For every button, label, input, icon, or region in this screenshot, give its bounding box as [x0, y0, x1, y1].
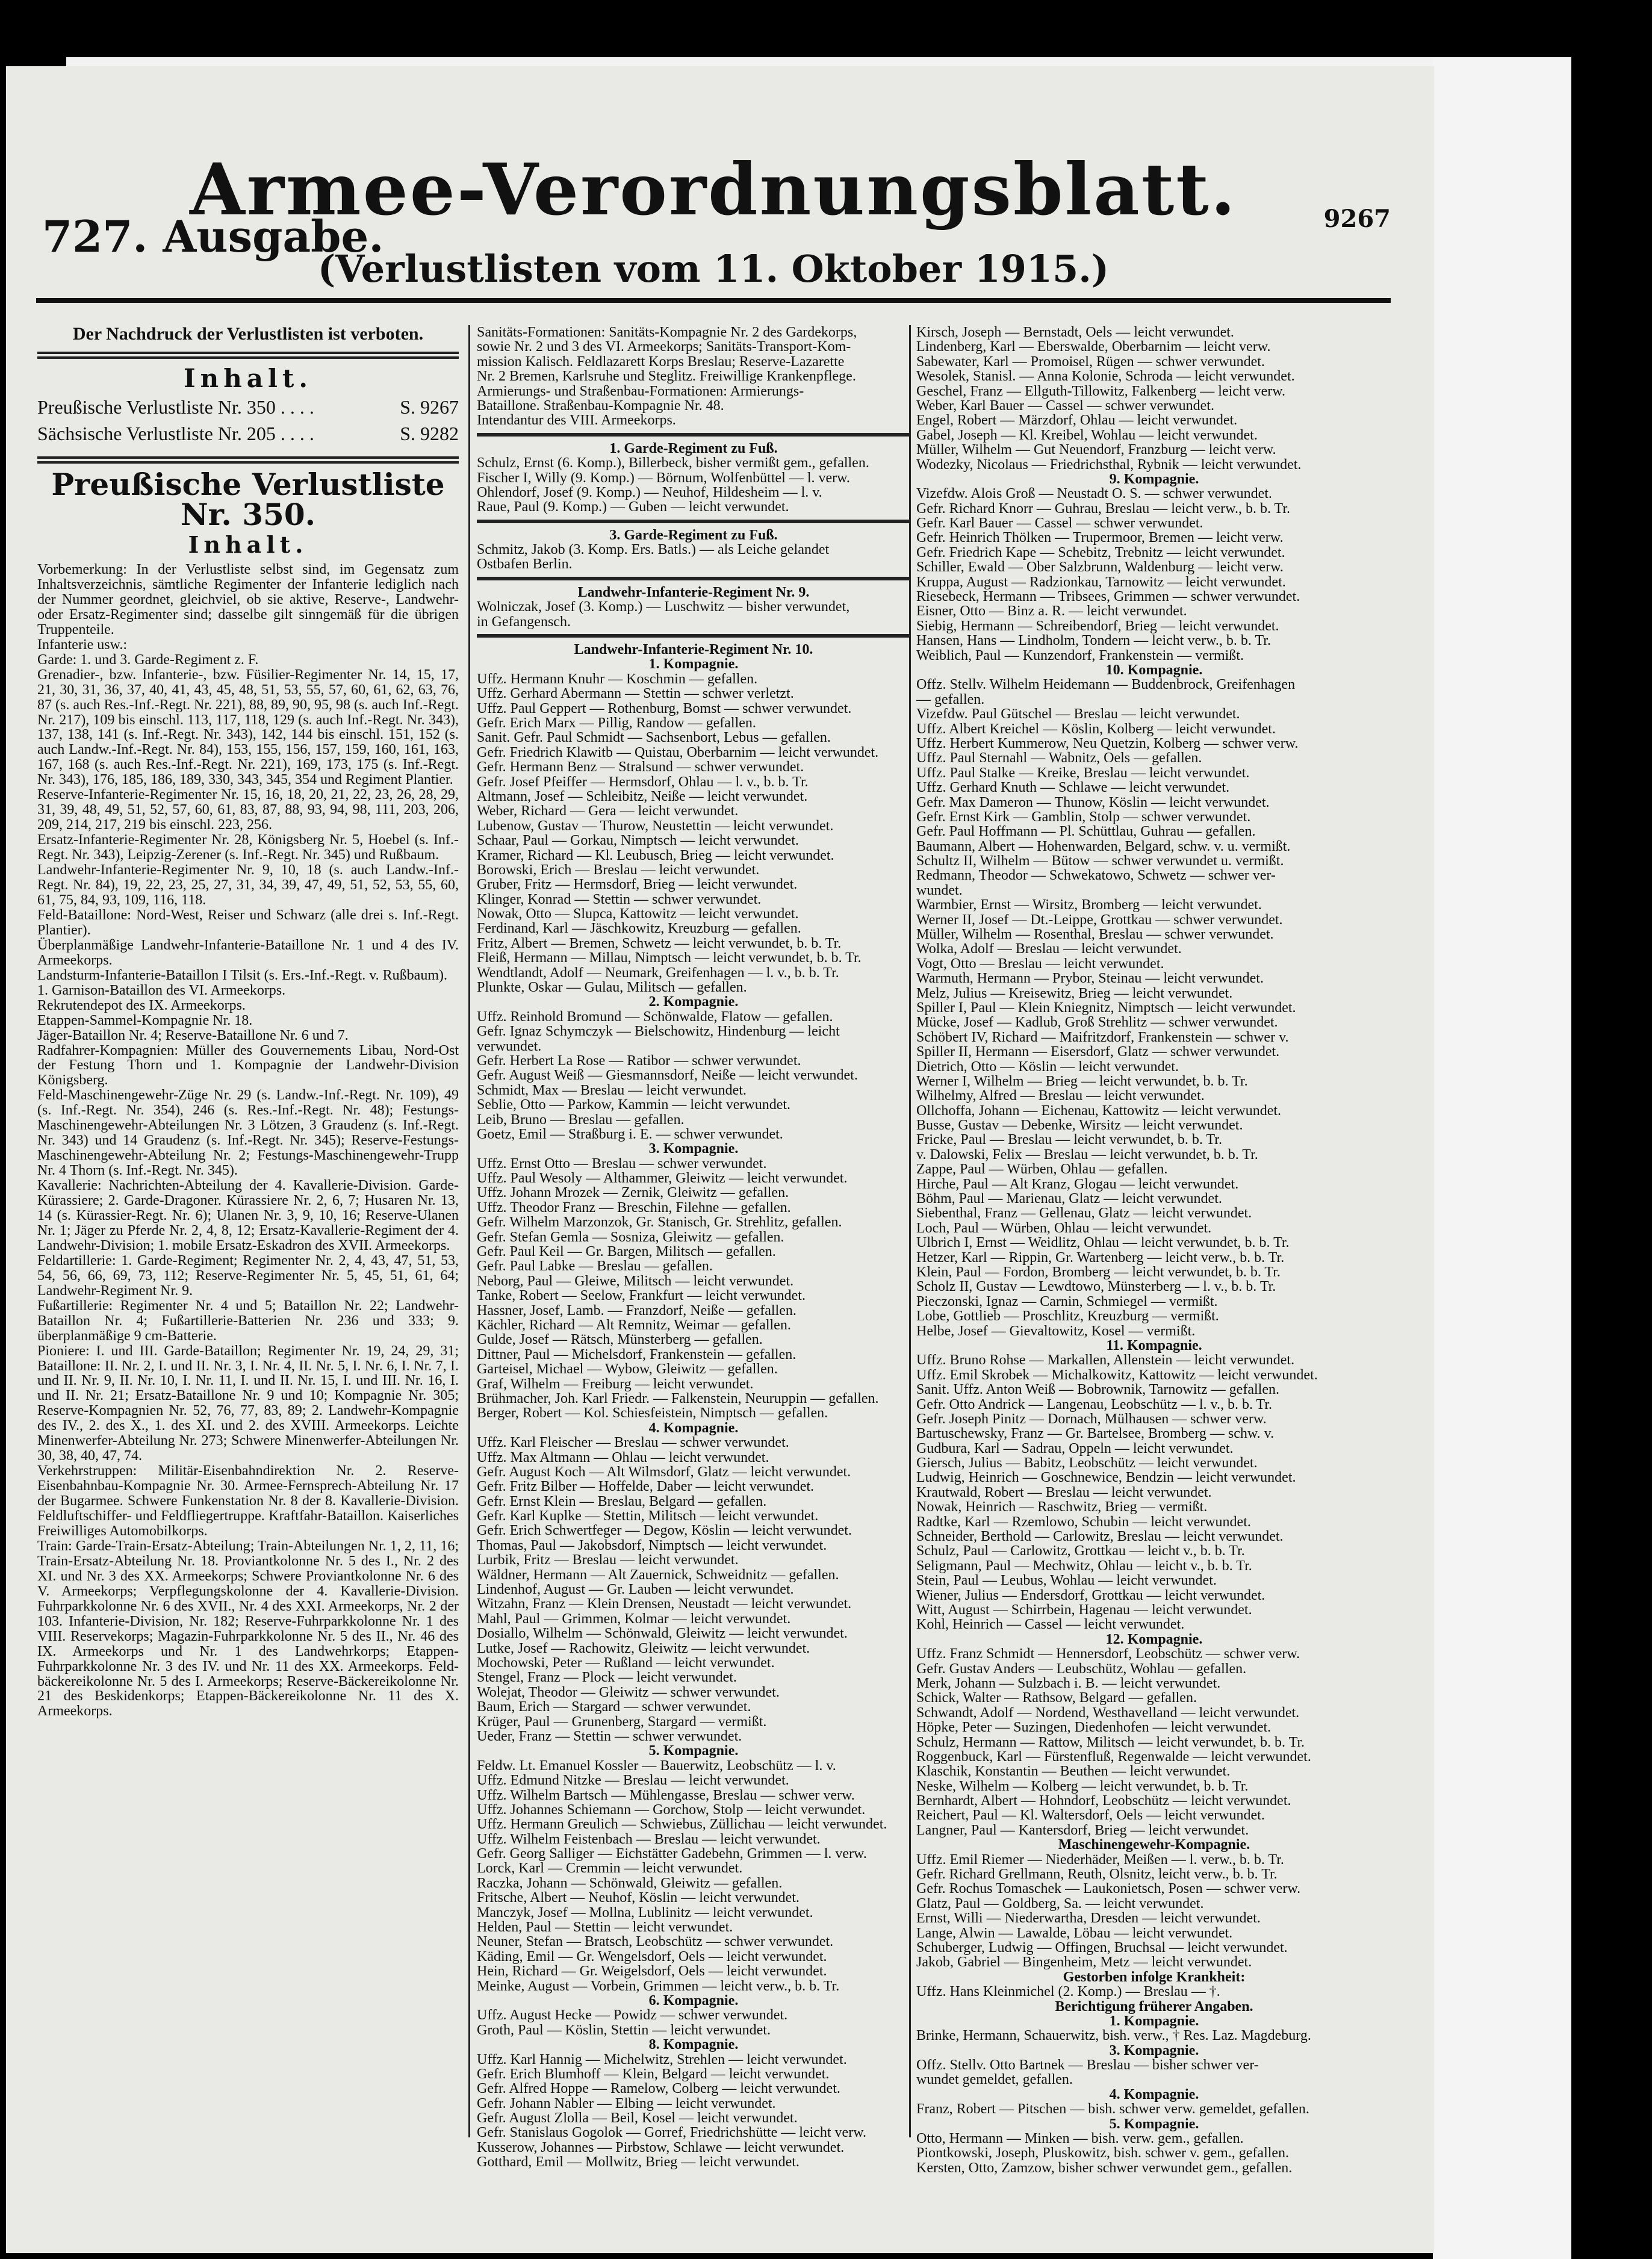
casualty-entry: Gefr. Ignaz Schymczyk — Bielschowitz, Hindenburg — leicht: [477, 1024, 840, 1040]
casualty-entry: Wolka, Adolf — Breslau — leicht verwundet.: [916, 941, 1182, 957]
casualty-entry: Uffz. Gerhard Knuth — Schlawe — leicht verwundet.: [916, 780, 1230, 796]
divider: [477, 577, 910, 580]
casualty-entry: Ohlendorf, Josef (9. Komp.) — Neuhof, Hildesheim — l. v.: [477, 484, 822, 500]
casualty-entry: Warmbier, Ernst — Wirsitz, Bromberg — leicht verwundet.: [916, 897, 1262, 913]
casualty-entry: Müller, Wilhelm — Rosenthal, Breslau — schwer verwundet.: [916, 927, 1274, 943]
casualty-entry: Raczka, Johann — Schönwald, Gleiwitz — gefallen.: [477, 1875, 783, 1891]
casualty-entry: Müller, Wilhelm — Gut Neuendorf, Franzburg — leicht verw.: [916, 442, 1276, 458]
casualty-entry: Franz, Robert — Pitschen — bish. schwer verw. gemeldet, gefallen.: [916, 2101, 1309, 2118]
casualty-entry: Kusserow, Johannes — Pirbstow, Schlawe — leicht verwundet.: [477, 2139, 845, 2155]
casualty-entry: Gefr. Karl Kuplke — Stettin, Militsch — leicht verwundet.: [477, 1508, 819, 1524]
divider: [37, 352, 459, 359]
reprint-notice: Der Nachdruck der Verlustlisten ist verboten.: [72, 324, 424, 344]
unit-heading: 11. Kompagnie.: [1106, 1337, 1202, 1353]
casualty-entry: Vogt, Otto — Breslau — leicht verwundet.: [916, 955, 1164, 972]
edition-number: 727. Ausgabe.: [42, 211, 384, 262]
casualty-entry: Mahl, Paul — Grimmen, Kolmar — leicht verwundet.: [477, 1611, 791, 1627]
unit-heading: 3. Garde-Regiment zu Fuß.: [609, 527, 778, 543]
toc-page: S. 9282: [400, 423, 459, 444]
casualty-entry: Uffz. Emil Riemer — Niederhäder, Meißen — l. verw., b. b. Tr.: [916, 1851, 1284, 1868]
casualty-entry: Tanke, Robert — Seelow, Frankfurt — leicht verwundet.: [477, 1288, 806, 1304]
casualty-entry: Gefr. Otto Andrick — Langenau, Leobschütz — l. v., b. b. Tr.: [916, 1396, 1273, 1412]
casualty-entry: Werner II, Josef — Dt.-Leippe, Grottkau — schwer verwundet.: [916, 912, 1283, 928]
casualty-entry: Brinke, Hermann, Schauerwitz, bish. verw., † Res. Laz. Magdeburg.: [916, 2028, 1311, 2044]
casualty-entry: Gefr. Erich Marx — Pillig, Randow — gefallen.: [477, 715, 756, 731]
casualty-entry: Otto, Hermann — Minken — bish. verw. gem., gefallen.: [916, 2131, 1244, 2147]
masthead-rule: [36, 298, 1391, 303]
casualty-entry: Gefr. Erich Schwertfeger — Degow, Köslin — leicht verwundet.: [477, 1523, 852, 1539]
casualty-entry: Lorck, Karl — Cremmin — leicht verwundet.: [477, 1860, 743, 1877]
divider: [477, 433, 910, 437]
casualty-entry: Pieczonski, Ignaz — Carnin, Schmiegel — vermißt.: [916, 1293, 1218, 1310]
casualty-entry: Neuner, Stefan — Bratsch, Leobschütz — schwer verwundet.: [477, 1934, 834, 1950]
casualty-entry: Hirche, Paul — Alt Kranz, Glogau — leicht verwundet.: [916, 1176, 1239, 1192]
casualty-entry: Gefr. Fritz Bilber — Hoffelde, Daber — leicht verwundet.: [477, 1479, 815, 1495]
casualty-entry: Fleiß, Hermann — Millau, Nimptsch — leicht verwundet, b. b. Tr.: [477, 950, 862, 966]
toc-label: Preußische Verlustliste Nr. 350 . . . .: [37, 396, 314, 418]
toc-label: Sächsische Verlustliste Nr. 205 . . . .: [37, 423, 314, 444]
casualty-entry: Stein, Paul — Leubus, Wohlau — leicht verwundet.: [916, 1573, 1217, 1589]
casualty-entry: Witzahn, Franz — Klein Drensen, Neustadt — leicht verwundet.: [477, 1596, 852, 1612]
casualty-entry: Thomas, Paul — Jakobsdorf, Nimptsch — leicht verwundet.: [477, 1537, 827, 1553]
casualty-entry: Gefr. Paul Hoffmann — Pl. Schüttlau, Guhrau — gefallen.: [916, 824, 1256, 840]
unit-heading: Maschinengewehr-Kompagnie.: [1058, 1837, 1250, 1853]
casualty-entry: Schulz, Ernst (6. Komp.), Billerbeck, bisher vermißt gem., gefallen.: [477, 455, 869, 471]
casualty-entry: Schaar, Paul — Gorkau, Nimptsch — leicht verwundet.: [477, 833, 799, 849]
casualty-entry: v. Dalowski, Felix — Breslau — leicht verwundet, b. b. Tr.: [916, 1146, 1258, 1163]
casualty-entry: Schöbert IV, Richard — Maifritzdorf, Frankenstein — schwer v.: [916, 1029, 1289, 1045]
unit-heading: 5. Kompagnie.: [1109, 2116, 1199, 2132]
casualty-entry: Schultz II, Wilhelm — Bütow — schwer verwundet u. vermißt.: [916, 853, 1284, 869]
casualty-entry: Gefr. Josef Pfeiffer — Hermsdorf, Ohlau — l. v., b. b. Tr.: [477, 774, 809, 790]
casualty-entry: Siebenthal, Franz — Gellenau, Glatz — leicht verwundet.: [916, 1205, 1252, 1222]
casualty-entry: Gefr. Richard Grellmann, Reuth, Olsnitz, leicht verw., b. b. Tr.: [916, 1866, 1278, 1883]
casualty-entry: Kächler, Richard — Alt Remnitz, Weimar — gefallen.: [477, 1317, 791, 1333]
casualty-entry: Klein, Paul — Fordon, Bromberg — leicht verwundet, b. b. Tr.: [916, 1264, 1281, 1280]
casualty-entry: Uffz. August Hecke — Powidz — schwer verwundet.: [477, 2007, 788, 2024]
casualty-entry: Uffz. Theodor Franz — Breschin, Filehne — gefallen.: [477, 1199, 791, 1216]
toc-entry: [37, 424, 459, 450]
casualty-entry: Uffz. Wilhelm Bartsch — Mühlengasse, Breslau — schwer verw.: [477, 1787, 855, 1803]
section-title: Preußische Verlustliste Nr. 350.: [51, 467, 445, 532]
casualty-entry: Hansen, Hans — Lindholm, Tondern — leicht verw., b. b. Tr.: [916, 633, 1271, 649]
casualty-entry: Uffz. Edmund Nitzke — Breslau — leicht verwundet.: [477, 1773, 789, 1789]
casualty-entry: Uffz. Emil Skrobek — Michalkowitz, Kattowitz — leicht verwundet.: [916, 1367, 1318, 1383]
casualty-entry: Nowak, Otto — Slupca, Kattowitz — leicht verwundet.: [477, 906, 799, 922]
casualty-entry: Schulz, Hermann — Rattow, Militsch — leicht verwundet, b. b. Tr.: [916, 1734, 1305, 1750]
casualty-entry: Gruber, Fritz — Hermsdorf, Brieg — leicht verwundet.: [477, 877, 798, 893]
casualty-entry: Siebig, Hermann — Schreibendorf, Brieg — leicht verwundet.: [916, 618, 1279, 634]
casualty-entry: Lubenow, Gustav — Thurow, Neustettin — leicht verwundet.: [477, 818, 834, 834]
casualty-entry: Lobe, Gottlieb — Proschlitz, Kreuzburg — vermißt.: [916, 1308, 1219, 1325]
casualty-entry: Lurbik, Fritz — Breslau — leicht verwundet.: [477, 1552, 739, 1568]
casualty-entry: Eisner, Otto — Binz a. R. — leicht verwundet.: [916, 603, 1187, 620]
casualty-entry: Weber, Richard — Gera — leicht verwundet.: [477, 803, 739, 819]
casualty-entry: Warmuth, Hermann — Prybor, Steinau — leicht verwundet.: [916, 971, 1264, 987]
contents-paragraph: Feldartillerie: 1. Garde-Regiment; Regimenter Nr. 2, 4, 43, 47, 51, 53, 54, 56, 66, 69, 73, 112; Reserve-Regimenter Nr. 5, 45, 51, 61, 64; Landwehr-Regiment Nr. 9.: [37, 1252, 459, 1299]
casualty-entry: Uffz. Paul Geppert — Rothenburg, Bomst — schwer verwundet.: [477, 700, 852, 716]
casualty-entry: Weber, Karl Bauer — Cassel — schwer verwundet.: [916, 397, 1214, 414]
casualty-entry: Schulz, Paul — Carlowitz, Grottkau — leicht v., b. b. Tr.: [916, 1543, 1245, 1559]
casualty-entry: Uffz. Wilhelm Feistenbach — Breslau — leicht verwundet.: [477, 1831, 821, 1847]
casualty-entry: Hassner, Josef, Lamb. — Franzdorf, Neiße — gefallen.: [477, 1302, 796, 1319]
unit-heading: 6. Kompagnie.: [648, 1992, 739, 2009]
casualty-entry: Helden, Paul — Stettin — leicht verwundet.: [477, 1919, 733, 1936]
casualty-entry: Intendantur des VIII. Armeekorps.: [477, 412, 676, 429]
casualty-entry: Wilhelmy, Alfred — Breslau — leicht verwundet.: [916, 1088, 1205, 1104]
divider: [37, 456, 459, 464]
casualty-entry: Gefr. August Weiß — Giesmannsdorf, Neiße — leicht verwundet.: [477, 1067, 858, 1084]
casualty-entry: Leib, Bruno — Breslau — gefallen.: [477, 1111, 685, 1128]
casualty-entry: Uffz. Karl Fleischer — Breslau — schwer verwundet.: [477, 1435, 789, 1451]
casualty-entry: Piontkowski, Joseph, Pluskowitz, bish. schwer v. gem., gefallen.: [916, 2145, 1290, 2161]
casualty-entry: Gotthard, Emil — Mollwitz, Brieg — leicht verwundet.: [477, 2154, 800, 2170]
casualty-entry: Gefr. Joseph Pinitz — Dornach, Mülhausen — schwer verw.: [916, 1411, 1267, 1427]
casualty-entry: Borowski, Erich — Breslau — leicht verwundet.: [477, 862, 760, 878]
casualty-entry: Fischer I, Willy (9. Komp.) — Börnum, Wolfenbüttel — l. verw.: [477, 470, 850, 486]
contents-paragraph: Pioniere: I. und III. Garde-Bataillon; Regimenter Nr. 19, 24, 29, 31; Bataillone: II. Nr. 2, I. und II. Nr. 3, I. Nr. 4, II. Nr. 5, I. Nr. 6, I. Nr. 7, I. und II. Nr. 9, II. Nr. 10, I. Nr. 11, I. und II. Nr. 15, I. und III. Nr. 16, I. und II. Nr. 21; Ersatz-Bataillone Nr. 9 und 10; Kompagnie Nr. 305; Reserve-Kompagnien Nr. 52, 76, 77, 83, 89; 2. Landwehr-Kompagnie des IV., 2. des X., 1. des XI. und 2. des XVIII. Armeekorps. Leichte Minenwerfer-Abteilung Nr. 273; Schwere Minenwerfer-Abteilungen Nr. 30, 38, 40, 47, 74.: [37, 1343, 459, 1464]
casualty-entry: Sanitäts-Formationen: Sanitäts-Kompagnie Nr. 2 des Gardekorps,: [477, 325, 857, 340]
contents-paragraph: Etappen-Sammel-Kompagnie Nr. 18.: [37, 1012, 253, 1028]
casualty-entry: Stengel, Franz — Plock — leicht verwundet.: [477, 1670, 737, 1686]
casualty-entry: Geschel, Franz — Ellguth-Tillowitz, Falkenberg — leicht verw.: [916, 383, 1285, 399]
unit-heading: 12. Kompagnie.: [1105, 1631, 1203, 1647]
casualty-entry: Neske, Wilhelm — Kolberg — leicht verwundet, b. b. Tr.: [916, 1778, 1249, 1794]
casualty-entry: Kirsch, Joseph — Bernstadt, Oels — leicht verwundet.: [916, 325, 1234, 340]
page-subtitle: (Verlustlisten vom 11. Oktober 1915.): [317, 247, 1110, 291]
casualty-entry: Kersten, Otto, Zamzow, bisher schwer verwundet gem., gefallen.: [916, 2160, 1293, 2176]
casualty-entry: Ollchoffa, Johann — Eichenau, Kattowitz — leicht verwundet.: [916, 1102, 1282, 1119]
toc-entry: [37, 397, 459, 424]
casualty-entry: Jakob, Gabriel — Bingenheim, Metz — leicht verwundet.: [916, 1954, 1252, 1971]
contents-paragraph: Garde: 1. und 3. Garde-Regiment z. F.: [37, 651, 259, 668]
casualty-entry: Kruppa, August — Radzionkau, Tarnowitz — leicht verwundet.: [916, 574, 1286, 590]
unit-heading: 3. Kompagnie.: [648, 1141, 739, 1157]
casualty-entry: Kohl, Heinrich — Cassel — leicht verwundet.: [916, 1617, 1185, 1633]
unit-heading: 3. Kompagnie.: [1109, 2042, 1199, 2059]
unit-heading: 2. Kompagnie.: [648, 994, 739, 1010]
casualty-entry: Wodezky, Nicolaus — Friedrichsthal, Rybnik — leicht verwundet.: [916, 456, 1302, 473]
casualty-entry: Dosiallo, Wilhelm — Schönwald, Gleiwitz — leicht verwundet.: [477, 1626, 848, 1642]
unit-heading: 4. Kompagnie.: [1109, 2086, 1199, 2102]
casualty-entry: Gefr. Heinrich Thölken — Trupermoor, Bremen — leicht verw.: [916, 530, 1284, 546]
casualty-entry: Ulbrich I, Ernst — Weidlitz, Ohlau — leicht verwundet, b. b. Tr.: [916, 1235, 1290, 1251]
contents-paragraph: 1. Garnison-Bataillon des VI. Armeekorps.: [37, 982, 286, 998]
casualty-entry: Dittner, Paul — Michelsdorf, Frankenstein — gefallen.: [477, 1346, 796, 1363]
casualty-entry: Fritsche, Albert — Neuhof, Köslin — leicht verwundet.: [477, 1890, 800, 1906]
casualty-entry: Uffz. Max Altmann — Ohlau — leicht verwundet.: [477, 1449, 769, 1465]
contents-paragraph: Vorbemerkung: In der Verlustliste selbst sind, im Gegensatz zum Inhaltsverzeichnis, sämtliche Regimenter der Infanterie lediglich nach der Nummer geordnet, gleichviel, ob sie aktive, Reserve-, Landwehr- oder Ersatz-Regimenter sind; dasselbe gilt sinngemäß für die übrigen Truppenteile.: [37, 562, 459, 638]
casualty-entry: Schick, Walter — Rathsow, Belgard — gefallen.: [916, 1690, 1197, 1706]
casualty-entry: Fritz, Albert — Bremen, Schwetz — leicht verwundet, b. b. Tr.: [477, 935, 842, 951]
divider: [477, 520, 910, 523]
contents-paragraph: Grenadier-, bzw. Infanterie-, bzw. Füsilier-Regimenter Nr. 14, 15, 17, 21, 30, 31, 36, 37, 40, 41, 43, 45, 48, 51, 53, 55, 57, 60, 61, 62, 63, 76, 87 (s. auch Res.-Inf.-Regt. Nr. 221), 88, 89, 90, 95, 98 (s. auch Inf.-Regt. Nr. 217), 109 bis einschl. 113, 117, 118, 129 (s. auch Inf.-Regt. Nr. 343), 137, 138, 141 (s. Inf.-Regt. Nr. 343), 142, 144 bis einschl. 151, 152 (s. auch Landw.-Inf.-Regt. Nr. 84), 153, 155, 156, 157, 159, 160, 161, 163, 167, 168 (s. auch Res.-Inf.-Regt. Nr. 221), 169, 173, 175 (s. Inf.-Regt. Nr. 343), 176, 185, 186, 189, 330, 343, 345, 354 und Regiment Plantier.: [37, 667, 459, 788]
casualty-entry: wundet gemeldet, gefallen.: [916, 2072, 1073, 2088]
casualty-entry: Lutke, Josef — Rachowitz, Gleiwitz — leicht verwundet.: [477, 1640, 810, 1656]
casualty-entry: Uffz. Karl Hannig — Michelwitz, Strehlen — leicht verwundet.: [477, 2051, 847, 2068]
casualty-entry: Gudbura, Karl — Sadrau, Oppeln — leicht verwundet.: [916, 1440, 1234, 1456]
contents-paragraph: Feld-Bataillone: Nord-West, Reiser und Schwarz (alle drei s. Inf.-Regt. Plantier).: [37, 907, 459, 938]
casualty-entry: Zappe, Paul — Würben, Ohlau — gefallen.: [916, 1161, 1168, 1178]
casualty-entry: Wendtlandt, Adolf — Neumark, Greifenhagen — l. v., b. b. Tr.: [477, 965, 839, 981]
casualty-entry: Ueder, Franz — Stettin — schwer verwundet.: [477, 1728, 742, 1744]
column-3: [916, 325, 1392, 2176]
casualty-entry: Uffz. Ernst Otto — Breslau — schwer verwundet.: [477, 1155, 767, 1172]
casualty-entry: Nowak, Heinrich — Raschwitz, Brieg — vermißt.: [916, 1499, 1208, 1515]
casualty-entry: Scholz II, Gustav — Lewdtowo, Münsterberg — l. v., b. b. Tr.: [916, 1279, 1276, 1295]
casualty-entry: Gefr. August Zlolla — Beil, Kosel — leicht verwundet.: [477, 2110, 798, 2127]
casualty-entry: Kramer, Richard — Kl. Leubusch, Brieg — leicht verwundet.: [477, 847, 834, 863]
casualty-entry: Ferdinand, Karl — Jäschkowitz, Kreuzburg — gefallen.: [477, 921, 801, 937]
casualty-entry: Riesebeck, Hermann — Tribsees, Grimmen — schwer verwundet.: [916, 589, 1300, 605]
casualty-entry: Schwandt, Adolf — Nordend, Westhavelland — leicht verwundet.: [916, 1704, 1300, 1721]
casualty-entry: Schmitz, Jakob (3. Komp. Ers. Batls.) — als Leiche gelandet: [477, 542, 830, 558]
casualty-entry: Gefr. Ernst Klein — Breslau, Belgard — gefallen.: [477, 1493, 767, 1509]
unit-heading: Landwehr-Infanterie-Regiment Nr. 10.: [574, 642, 813, 658]
casualty-entry: Seligmann, Paul — Mechwitz, Ohlau — leicht v., b. b. Tr.: [916, 1558, 1252, 1574]
casualty-entry: Gefr. Paul Keil — Gr. Bargen, Militsch — gefallen.: [477, 1244, 776, 1260]
unit-heading: 5. Kompagnie.: [648, 1743, 739, 1759]
casualty-entry: Giersch, Julius — Babitz, Leobschütz — leicht verwundet.: [916, 1455, 1258, 1471]
masthead: [30, 135, 1397, 304]
casualty-entry: Graf, Wilhelm — Freiburg — leicht verwundet.: [477, 1376, 754, 1392]
casualty-entry: Gefr. Gustav Anders — Leubschütz, Wohlau — gefallen.: [916, 1661, 1247, 1677]
casualty-entry: Melz, Julius — Kreisewitz, Brieg — leicht verwundet.: [916, 985, 1233, 1001]
casualty-entry: in Gefangensch.: [477, 614, 571, 630]
casualty-entry: Lindenberg, Karl — Eberswalde, Oberbarnim — leicht verw.: [916, 339, 1271, 355]
contents-paragraph: Fußartillerie: Regimenter Nr. 4 und 5; Bataillon Nr. 22; Landwehr-Bataillon Nr. 4; Fußartillerie-Batterien Nr. 236 und 333; 9. überplanmäßige 9 cm-Batterie.: [37, 1297, 459, 1344]
unit-heading: 9. Kompagnie.: [1109, 471, 1199, 487]
contents-paragraph: Rekrutendepot des IX. Armeekorps.: [37, 997, 246, 1013]
casualty-entry: Ostbafen Berlin.: [477, 556, 573, 573]
casualty-entry: Krüger, Paul — Grunenberg, Stargard — vermißt.: [477, 1714, 767, 1730]
contents-paragraph: Jäger-Bataillon Nr. 4; Reserve-Bataillone Nr. 6 und 7.: [37, 1027, 349, 1043]
casualty-entry: Gefr. Max Dameron — Thunow, Köslin — leicht verwundet.: [916, 794, 1270, 810]
casualty-entry: Dietrich, Otto — Köslin — leicht verwundet.: [916, 1058, 1179, 1075]
casualty-entry: Uffz. Paul Sternahl — Wabnitz, Oels — gefallen.: [916, 750, 1202, 766]
section-subtitle: Inhalt.: [188, 531, 308, 558]
casualty-entry: Reichert, Paul — Kl. Waltersdorf, Oels — leicht verwundet.: [916, 1807, 1265, 1824]
page-number: 9267: [1323, 205, 1391, 233]
contents-paragraph: Train: Garde-Train-Ersatz-Abteilung; Train-Abteilungen Nr. 1, 2, 11, 16; Train-Ersatz-Abteilung Nr. 18. Proviantkolonne Nr. 5 des I., Nr. 2 des XI. und Nr. 3 des XX. Armeekorps; Schwere Proviantkolonne Nr. 6 des V. Armeekorps; Verpflegungskolonne der 4. Kavallerie-Division. Fuhrparkkolonne Nr. 6 des XVII., Nr. 4 des XXI. Armeekorps, Nr. 2 der 103. Infanterie-Division, Nr. 182; Reserve-Fuhrparkkolonne Nr. 1 des VIII. Reservekorps; Magazin-Fuhrparkkolonne Nr. 5 des II., Nr. 46 des IX. Armeekorps und Nr. 1 des Landwehrkorps; Etappen-Fuhrparkkolonne Nr. 3 des IV. und Nr. 11 des XX. Armeekorps. Feld-bäckereikolonne Nr. 5 des I. Armeekorps; Reserve-Bäckereikolonne Nr. 21 des Beskidenkorps; Etappen-Bäckereikolonne Nr. 11 des X. Armeekorps.: [37, 1538, 459, 1720]
casualty-entry: Gefr. Rochus Tomaschek — Laukonietsch, Posen — schwer verw.: [916, 1881, 1301, 1897]
casualty-entry: Gefr. Stefan Gemla — Sosniza, Gleiwitz — gefallen.: [477, 1229, 784, 1245]
casualty-entry: Gulde, Josef — Rätsch, Münsterberg — gefallen.: [477, 1332, 763, 1348]
casualty-entry: Redmann, Theodor — Schwekatowo, Schwetz — schwer ver-: [916, 868, 1276, 884]
contents-paragraphs: [37, 562, 459, 1719]
casualty-entry: Radtke, Karl — Rzemlowo, Schubin — leicht verwundet.: [916, 1514, 1251, 1530]
contents-paragraph: Landsturm-Infanterie-Bataillon I Tilsit (s. Ers.-Inf.-Regt. v. Rußbaum).: [37, 967, 447, 983]
contents-paragraph: Verkehrstruppen: Militär-Eisenbahndirektion Nr. 2. Reserve-Eisenbahnbau-Kompagnie Nr. 30. Armee-Fernsprech-Abteilung Nr. 17 der Bugarmee. Schwere Funkenstation Nr. 8 der 8. Kavallerie-Division. Feldluftschiffer- und Feldfliegertruppe. Kraftfahr-Bataillon. Kaiserliches Freiwilliges Automobilkorps.: [37, 1463, 459, 1539]
casualty-entry: Spiller I, Paul — Klein Kniegnitz, Nimptsch — leicht verwundet.: [916, 999, 1296, 1016]
casualty-entry: Käding, Emil — Gr. Wengelsdorf, Oels — leicht verwundet.: [477, 1948, 827, 1965]
casualty-entry: Gefr. Georg Salliger — Eichstätter Gadebehn, Grimmen — l. verw.: [477, 1846, 867, 1862]
casualty-entry: Schiller, Ewald — Ober Salzbrunn, Waldenburg — leicht verw.: [916, 559, 1284, 576]
casualty-entry: Gefr. Alfred Hoppe — Ramelow, Colberg — leicht verwundet.: [477, 2081, 840, 2097]
casualty-entry: Berger, Robert — Kol. Schiesfeistein, Nimptsch — gefallen.: [477, 1405, 828, 1422]
contents-paragraph: Überplanmäßige Landwehr-Infanterie-Bataillone Nr. 1 und 4 des IV. Armeekorps.: [37, 937, 459, 968]
casualty-entry: Werner I, Wilhelm — Brieg — leicht verwundet, b. b. Tr.: [916, 1073, 1248, 1089]
casualty-entry: Gabel, Joseph — Kl. Kreibel, Wohlau — leicht verwundet.: [916, 427, 1258, 443]
casualty-entry: Brühmacher, Joh. Karl Friedr. — Falkenstein, Neuruppin — gefallen.: [477, 1390, 879, 1406]
toc-page: S. 9267: [400, 396, 459, 418]
contents-paragraph: Reserve-Infanterie-Regimenter Nr. 15, 16, 18, 20, 21, 22, 23, 26, 28, 29, 31, 39, 48, 49, 51, 52, 57, 60, 61, 83, 87, 88, 93, 94, 98, 111, 203, 206, 209, 214, 217, 219 bis einschl. 223, 256.: [37, 787, 459, 833]
scan-margin: [1433, 57, 1571, 2259]
casualty-entry: Uffz. Paul Wesoly — Althammer, Gleiwitz — leicht verwundet.: [477, 1170, 848, 1187]
casualty-entry: Uffz. Hermann Knuhr — Koschmin — gefallen.: [477, 671, 758, 687]
casualty-entry: Gefr. Stanislaus Gogolok — Gorref, Friedrichshütte — leicht verw.: [477, 2125, 866, 2141]
casualty-entry: Engel, Robert — Märzdorf, Ohlau — leicht verwundet.: [916, 412, 1238, 429]
casualty-entry: Wäldner, Hermann — Alt Zauernick, Schweidnitz — gefallen.: [477, 1567, 839, 1583]
contents-paragraph: Infanterie usw.:: [37, 636, 128, 653]
casualty-entry: Böhm, Paul — Marienau, Glatz — leicht verwundet.: [916, 1191, 1222, 1207]
casualty-entry: Raue, Paul (9. Komp.) — Guben — leicht verwundet.: [477, 499, 789, 515]
casualty-entry: Schuberger, Ludwig — Offingen, Bruchsal — leicht verwundet.: [916, 1939, 1288, 1956]
casualty-entry: Feldw. Lt. Emanuel Kossler — Bauerwitz, Leobschütz — l. v.: [477, 1757, 836, 1774]
unit-heading: 1. Kompagnie.: [648, 656, 739, 673]
casualty-entry: Uffz. Hans Kleinmichel (2. Komp.) — Breslau — †.: [916, 1984, 1220, 2000]
casualty-entry: Schmidt, Max — Breslau — leicht verwundet.: [477, 1082, 747, 1098]
casualty-entry: Offz. Stellv. Wilhelm Heidemann — Buddenbrock, Greifenhagen: [916, 677, 1296, 693]
casualty-entry: Gefr. Herbert La Rose — Ratibor — schwer verwundet.: [477, 1052, 801, 1069]
casualty-entry: Gefr. Johann Nabler — Elbing — leicht verwundet.: [477, 2095, 776, 2111]
casualty-entry: Uffz. Paul Stalke — Kreike, Breslau — leicht verwundet.: [916, 765, 1250, 781]
casualty-entry: Wolniczak, Josef (3. Komp.) — Luschwitz — bisher verwundet,: [477, 599, 850, 615]
casualty-entry: Lange, Alwin — Lawalde, Löbau — leicht verwundet.: [916, 1925, 1233, 1941]
casualty-entry: Plunkte, Oskar — Gulau, Militsch — gefallen.: [477, 980, 747, 996]
casualty-entry: Uffz. Johannes Schiemann — Gorchow, Stolp — leicht verwundet.: [477, 1801, 866, 1818]
casualty-entry: Neborg, Paul — Gleiwe, Militsch — leicht verwundet.: [477, 1273, 794, 1289]
casualty-entry: Ernst, Willi — Niederwartha, Dresden — leicht verwundet.: [916, 1910, 1261, 1927]
casualty-entry: Gefr. August Koch — Alt Wilmsdorf, Glatz — leicht verwundet.: [477, 1464, 851, 1480]
unit-heading: 10. Kompagnie.: [1105, 662, 1203, 678]
casualty-entry: Armierungs- und Straßenbau-Formationen: Armierungs-: [477, 383, 804, 399]
casualty-entry: Ludwig, Heinrich — Goschnewice, Bendzin — leicht verwundet.: [916, 1470, 1296, 1486]
casualty-entry: Wesolek, Stanisl. — Anna Kolonie, Schroda — leicht verwundet.: [916, 368, 1295, 385]
casualty-entry: Baum, Erich — Stargard — schwer verwundet.: [477, 1699, 751, 1715]
casualty-entry: Gefr. Ernst Kirk — Gamblin, Stolp — schwer verwundet.: [916, 809, 1251, 825]
unit-heading: Gestorben infolge Krankheit:: [1063, 1969, 1246, 1985]
casualty-entry: Hetzer, Karl — Rippin, Gr. Wartenberg — leicht verw., b. b. Tr.: [916, 1249, 1285, 1266]
casualty-entry: Uffz. Bruno Rohse — Markallen, Allenstein — leicht verwundet.: [916, 1352, 1295, 1369]
casualty-entry: Sanit. Uffz. Anton Weiß — Bobrownik, Tarnowitz — gefallen.: [916, 1382, 1279, 1398]
casualty-entry: Merk, Johann — Sulzbach i. B. — leicht verwundet.: [916, 1675, 1221, 1691]
casualty-entry: Loch, Paul — Würben, Ohlau — leicht verwundet.: [916, 1220, 1212, 1236]
casualty-entry: verwundet.: [477, 1038, 542, 1054]
casualty-entry: Lindenhof, August — Gr. Lauben — leicht verwundet.: [477, 1582, 794, 1598]
casualty-entry: — gefallen.: [916, 691, 985, 707]
casualty-entry: Spiller II, Hermann — Eisersdorf, Glatz — schwer verwundet.: [916, 1044, 1280, 1060]
casualty-entry: Sanit. Gefr. Paul Schmidt — Sachsenbort, Lebus — gefallen.: [477, 730, 831, 746]
casualty-entry: Gefr. Erich Blumhoff — Klein, Belgard — leicht verwundet.: [477, 2066, 830, 2082]
casualty-entry: Busse, Gustav — Debenke, Wirsitz — leicht verwundet.: [916, 1117, 1243, 1134]
casualty-entry: Uffz. Albert Kreichel — Köslin, Kolberg — leicht verwundet.: [916, 721, 1276, 737]
contents-paragraph: Kavallerie: Nachrichten-Abteilung der 4. Kavallerie-Division. Garde-Kürassiere; 2. Garde-Dragoner. Kürassiere Nr. 2, 6, 7; Husaren Nr. 13, 14 (s. Kürassier-Regt. Nr. 6); Ulanen Nr. 3, 9, 10, 16; Reserve-Ulanen Nr. 1; Jäger zu Pferde Nr. 2, 4, 8, 12; Ersatz-Kavallerie-Regiment der 4. Landwehr-Division; 1. mobile Ersatz-Eskadron des XVII. Armeekorps.: [37, 1178, 459, 1254]
contents-paragraph: Landwehr-Infanterie-Regimenter Nr. 9, 10, 18 (s. auch Landw.-Inf.-Regt. Nr. 84), 19, 22, 23, 25, 27, 31, 34, 39, 47, 49, 51, 52, 53, 55, 60, 61, 75, 84, 93, 109, 116, 118.: [37, 862, 459, 908]
casualty-entry: mission Kalisch. Feldlazarett Korps Breslau; Reserve-Lazarette: [477, 353, 845, 370]
casualty-entry: Uffz. Herbert Kummerow, Neu Quetzin, Kolberg — schwer verw.: [916, 735, 1299, 751]
casualty-entry: Weiblich, Paul — Kunzendorf, Frankenstein — vermißt.: [916, 647, 1244, 663]
casualty-entry: wundet.: [916, 882, 963, 898]
casualty-entry: Meinke, August — Vorbein, Grimmen — leicht verw., b. b. Tr.: [477, 1978, 840, 1994]
casualty-entry: Sabewater, Karl — Promoisel, Rügen — schwer verwundet.: [916, 353, 1265, 370]
casualty-entry: Schneider, Berthold — Carlowitz, Breslau — leicht verwundet.: [916, 1529, 1284, 1545]
casualty-entry: Nr. 2 Bremen, Karlsruhe und Steglitz. Freiwillige Krankenpflege.: [477, 368, 856, 385]
casualty-entry: Groth, Paul — Köslin, Stettin — leicht verwundet.: [477, 2022, 771, 2038]
casualty-entry: Manczyk, Josef — Mollna, Lublinitz — leicht verwundet.: [477, 1904, 813, 1921]
casualty-entry: Höpke, Peter — Suzingen, Diedenhofen — leicht verwundet.: [916, 1720, 1272, 1736]
casualty-entry: Krautwald, Robert — Breslau — leicht verwundet.: [916, 1484, 1212, 1500]
casualty-entry: Goetz, Emil — Straßburg i. E. — schwer verwundet.: [477, 1126, 783, 1142]
casualty-entry: Offz. Stellv. Otto Bartnek — Breslau — bisher schwer ver-: [916, 2057, 1259, 2074]
casualty-entry: Klinger, Konrad — Stettin — schwer verwundet.: [477, 891, 762, 907]
casualty-entry: Wiener, Julius — Endersdorf, Grottkau — leicht verwundet.: [916, 1587, 1265, 1603]
unit-heading: 8. Kompagnie.: [648, 2037, 739, 2053]
casualty-entry: Wolejat, Theodor — Gleiwitz — schwer verwundet.: [477, 1684, 780, 1700]
column-2: [477, 325, 910, 2170]
casualty-entry: Seblie, Otto — Parkow, Kammin — leicht verwundet.: [477, 1097, 791, 1113]
casualty-entry: Uffz. Johann Mrozek — Zernik, Gleiwitz — gefallen.: [477, 1185, 789, 1201]
casualty-entry: Gefr. Paul Labke — Breslau — gefallen.: [477, 1258, 713, 1275]
casualty-entry: Helbe, Josef — Gievaltowitz, Kosel — vermißt.: [916, 1323, 1196, 1339]
page-title: Armee-Verordnungsblatt.: [190, 148, 1237, 231]
casualty-entry: Gefr. Friedrich Klawitb — Quistau, Oberbarnim — leicht verwundet.: [477, 744, 879, 760]
casualty-entry: Gefr. Hermann Benz — Stralsund — schwer verwundet.: [477, 759, 804, 775]
column-divider: [468, 325, 470, 2137]
casualty-entry: Witt, August — Schirrbein, Hagenau — leicht verwundet.: [916, 1602, 1252, 1618]
casualty-entry: Mochowski, Peter — Rußland — leicht verwundet.: [477, 1655, 775, 1671]
casualty-entry: Vizefdw. Alois Groß — Neustadt O. S. — schwer verwundet.: [916, 486, 1272, 502]
contents-paragraph: Feld-Maschinengewehr-Züge Nr. 29 (s. Landw.-Inf.-Regt. Nr. 109), 49 (s. Inf.-Regt. Nr. 354), 246 (s. Res.-Inf.-Regt. Nr. 48); Festungs-Maschinengewehr-Abteilungen Nr. 3 Lötzen, 3 Graudenz (s. Inf.-Regt. Nr. 343) und 14 Graudenz (s. Inf.-Regt. Nr. 345); Reserve-Festungs-Maschinengewehr-Abteilung Nr. 2; Festungs-Maschinengewehr-Trupp Nr. 4 Thorn (s. Inf.-Regt. Nr. 345).: [37, 1087, 459, 1179]
casualty-entry: Uffz. Reinhold Bromund — Schönwalde, Flatow — gefallen.: [477, 1008, 833, 1025]
casualty-entry: Gefr. Wilhelm Marzonzok, Gr. Stanisch, Gr. Strehlitz, gefallen.: [477, 1214, 842, 1231]
casualty-entry: Gefr. Richard Knorr — Guhrau, Breslau — leicht verw., b. b. Tr.: [916, 500, 1290, 517]
casualty-entry: Langner, Paul — Kantersdorf, Brieg — leicht verwundet.: [916, 1822, 1249, 1838]
contents-paragraph: Radfahrer-Kompagnien: Müller des Gouvernements Libau, Nord-Ost der Festung Thorn und 1. Kompagnie der Landwehr-Division Königsberg.: [37, 1042, 459, 1089]
casualty-entry: Vizefdw. Paul Gütschel — Breslau — leicht verwundet.: [916, 706, 1240, 722]
contents-paragraph: Ersatz-Infanterie-Regimenter Nr. 28, Königsberg Nr. 5, Hoebel (s. Inf.-Regt. Nr. 343), Leipzig-Zerener (s. Inf.-Regt. Nr. 345) und Rußbaum.: [37, 832, 459, 863]
casualty-entry: Gefr. Friedrich Kape — Schebitz, Trebnitz — leicht verwundet.: [916, 544, 1285, 561]
contents-heading: Inhalt.: [184, 364, 312, 393]
unit-heading: Landwehr-Infanterie-Regiment Nr. 9.: [577, 584, 810, 600]
unit-heading: 4. Kompagnie.: [648, 1420, 739, 1436]
casualty-entry: Bernhardt, Albert — Hohndorf, Leobschütz — leicht verwundet.: [916, 1793, 1291, 1809]
casualty-entry: Roggenbuck, Karl — Fürstenfluß, Regenwalde — leicht verwundet.: [916, 1748, 1311, 1765]
casualty-entry: sowie Nr. 2 und 3 des VI. Armeekorps; Sanitäts-Transport-Kom-: [477, 339, 851, 355]
unit-heading: 1. Kompagnie.: [1109, 2013, 1199, 2029]
divider: [477, 634, 910, 638]
casualty-entry: Uffz. Gerhard Abermann — Stettin — schwer verletzt.: [477, 686, 794, 702]
casualty-entry: Baumann, Albert — Hohenwarden, Belgard, schw. v. u. vermißt.: [916, 838, 1291, 854]
casualty-entry: Gefr. Karl Bauer — Cassel — schwer verwundet.: [916, 515, 1203, 532]
casualty-entry: Bataillone. Straßenbau-Kompagnie Nr. 48.: [477, 397, 724, 414]
casualty-entry: Klaschik, Konstantin — Beuthen — leicht verwundet.: [916, 1763, 1231, 1780]
casualty-entry: Hein, Richard — Gr. Weigelsdorf, Oels — leicht verwundet.: [477, 1963, 827, 1980]
casualty-entry: Altmann, Josef — Schleibitz, Neiße — leicht verwundet.: [477, 788, 808, 804]
column-1: [37, 325, 459, 2161]
casualty-entry: Bartuschewsky, Franz — Gr. Bartelsee, Bromberg — schw. v.: [916, 1426, 1275, 1442]
casualty-entry: Fricke, Paul — Breslau — leicht verwundet, b. b. Tr.: [916, 1132, 1222, 1148]
casualty-entry: Uffz. Franz Schmidt — Hennersdorf, Leobschütz — schwer verw.: [916, 1646, 1300, 1662]
casualty-entry: Uffz. Hermann Greulich — Schwiebus, Züllichau — leicht verwundet.: [477, 1816, 887, 1833]
unit-heading: Berichtigung früherer Angaben.: [1055, 1998, 1253, 2015]
casualty-entry: Garteisel, Michael — Wybow, Gleiwitz — gefallen.: [477, 1361, 778, 1378]
casualty-entry: Glatz, Paul — Goldberg, Sa. — leicht verwundet.: [916, 1895, 1204, 1912]
unit-heading: 1. Garde-Regiment zu Fuß.: [609, 440, 778, 456]
casualty-entry: Mücke, Josef — Kadlub, Groß Strehlitz — schwer verwundet.: [916, 1015, 1278, 1031]
